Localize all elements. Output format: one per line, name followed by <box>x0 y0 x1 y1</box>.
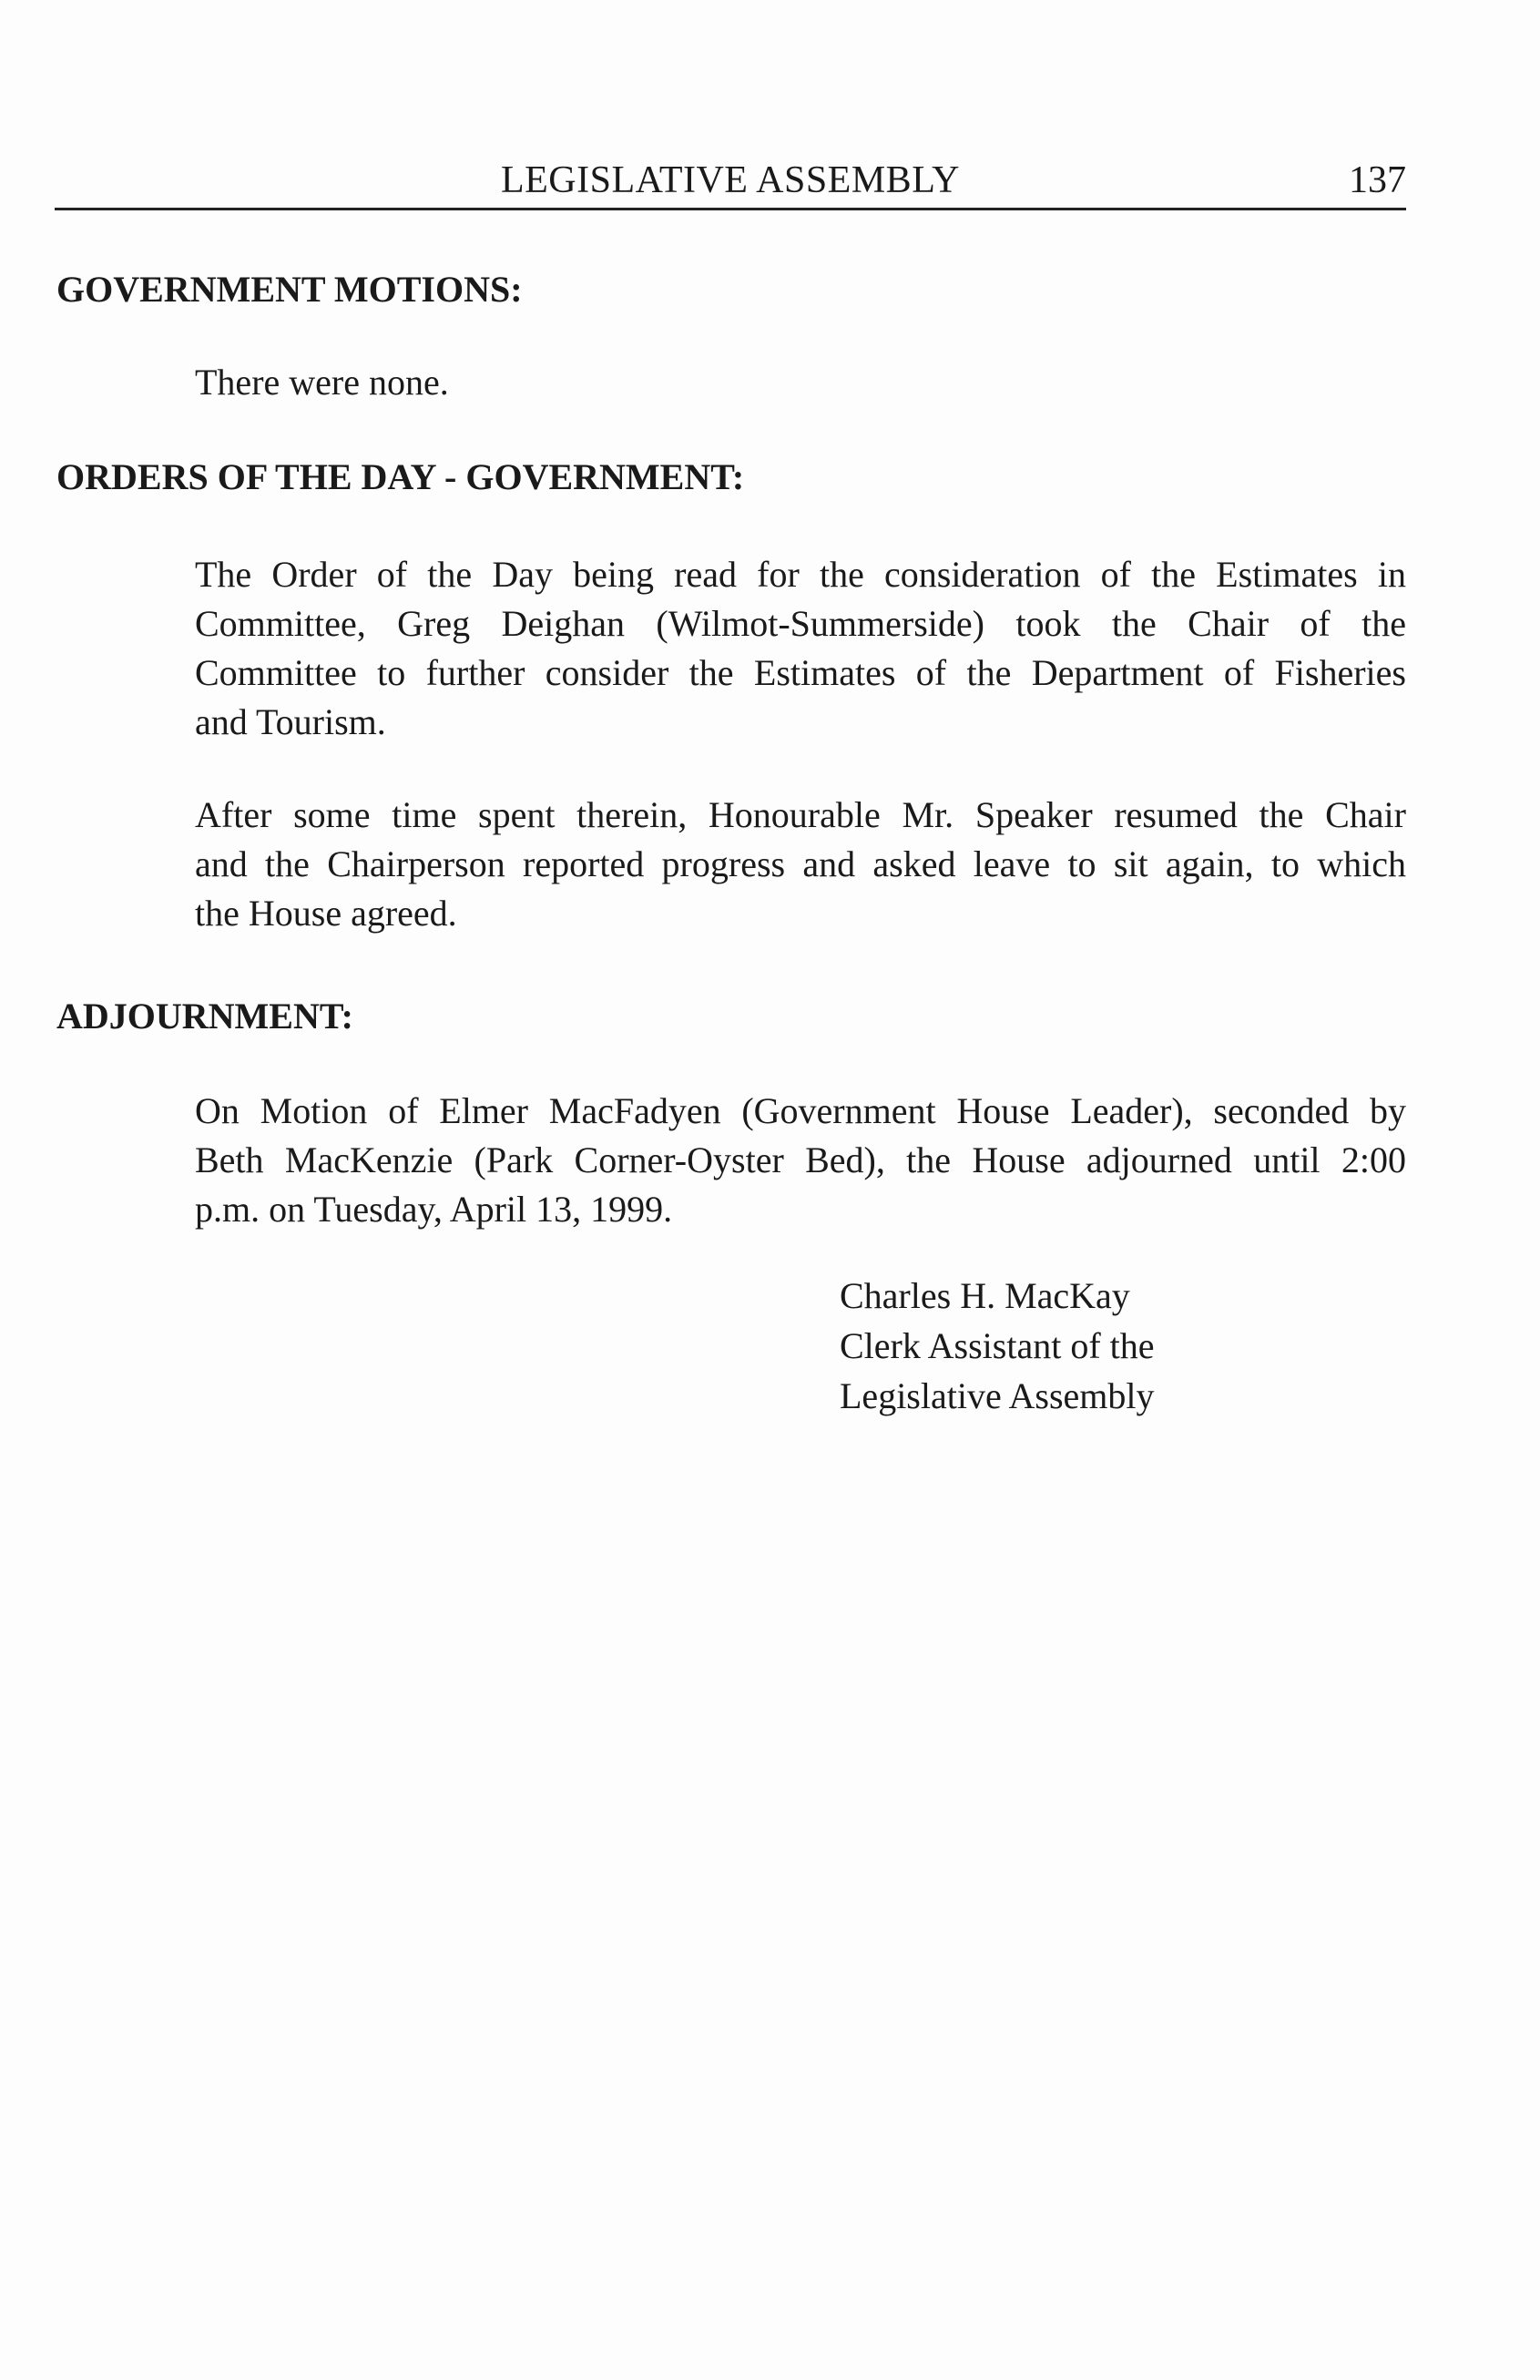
paragraph-line: Beth MacKenzie (Park Corner-Oyster Bed), the House adjourned until 2:00 <box>195 1139 1406 1180</box>
running-header <box>55 153 1406 208</box>
header-rule <box>55 208 1406 210</box>
orders-paragraph-2 <box>195 791 1406 938</box>
signatory-title-line: Clerk Assistant of the <box>840 1325 1155 1366</box>
signature-block <box>840 1271 1155 1421</box>
adjournment-paragraph <box>195 1087 1406 1234</box>
paragraph-line: and the Chairperson reported progress and asked leave to sit again, to which <box>195 843 1406 884</box>
page-number: 137 <box>1349 159 1406 201</box>
paragraph-line: the House agreed. <box>195 893 457 934</box>
signatory-name: Charles H. MacKay <box>840 1275 1130 1316</box>
paragraph-line: Committee to further consider the Estimates of the Department of Fisheries <box>195 652 1406 693</box>
heading-orders-of-the-day: ORDERS OF THE DAY - GOVERNMENT: <box>56 456 745 497</box>
paragraph-line: and Tourism. <box>195 701 386 742</box>
paragraph-line: On Motion of Elmer MacFadyen (Government House Leader), seconded by <box>195 1090 1406 1131</box>
paragraph-line: p.m. on Tuesday, April 13, 1999. <box>195 1189 673 1230</box>
running-title: LEGISLATIVE ASSEMBLY <box>501 159 960 201</box>
signatory-title-line: Legislative Assembly <box>840 1375 1155 1416</box>
paragraph-line: After some time spent therein, Honourable Mr. Speaker resumed the Chair <box>195 794 1406 835</box>
paragraph-line: The Order of the Day being read for the consideration of the Estimates in <box>195 554 1406 595</box>
paragraph-line: There were none. <box>195 362 449 403</box>
paragraph-line: Committee, Greg Deighan (Wilmot-Summerside) took the Chair of the <box>195 603 1406 644</box>
heading-government-motions: GOVERNMENT MOTIONS: <box>56 269 523 310</box>
government-motions-text <box>195 358 1406 407</box>
heading-adjournment: ADJOURNMENT: <box>56 996 353 1037</box>
orders-paragraph-1 <box>195 550 1406 747</box>
